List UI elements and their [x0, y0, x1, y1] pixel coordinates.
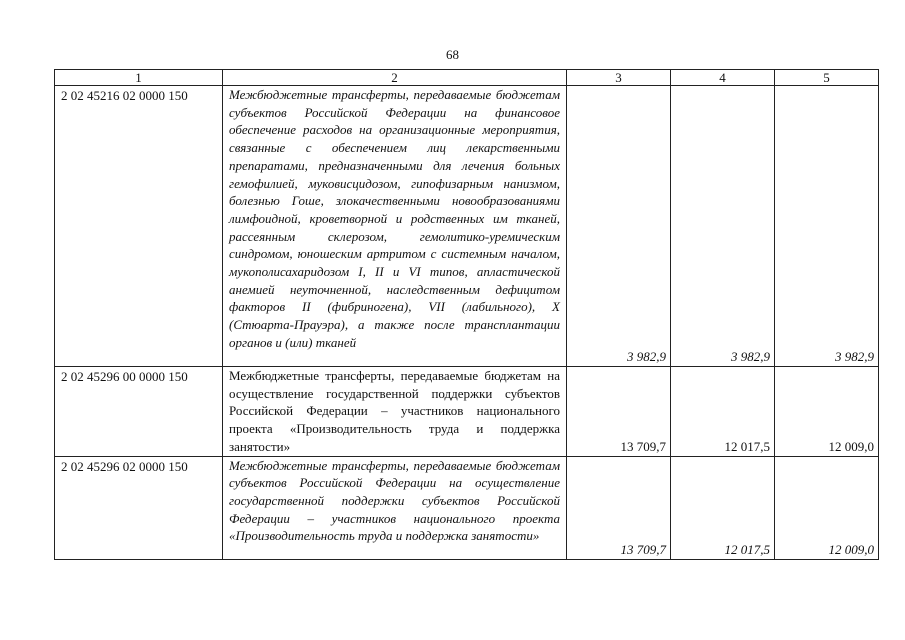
header-col-4: 4	[671, 70, 775, 86]
row-description	[223, 367, 567, 457]
value-col-4: 12 017,5	[671, 456, 775, 559]
value-col-4: 12 017,5	[671, 367, 775, 457]
value-col-4: 3 982,9	[671, 86, 775, 367]
value-col-3: 13 709,7	[567, 367, 671, 457]
value-col-3: 13 709,7	[567, 456, 671, 559]
table-row	[55, 367, 879, 457]
budget-table	[54, 69, 879, 560]
row-description	[223, 86, 567, 367]
value-col-5: 3 982,9	[775, 86, 879, 367]
budget-code: 2 02 45296 02 0000 150	[55, 456, 223, 559]
table-row	[55, 86, 879, 367]
header-col-1: 1	[55, 70, 223, 86]
page-number: 68	[446, 47, 459, 62]
header-col-2: 2	[223, 70, 567, 86]
value-col-3: 3 982,9	[567, 86, 671, 367]
row-description	[223, 456, 567, 559]
budget-code: 2 02 45216 02 0000 150	[55, 86, 223, 367]
header-row	[55, 70, 879, 86]
budget-code: 2 02 45296 00 0000 150	[55, 367, 223, 457]
value-col-5: 12 009,0	[775, 456, 879, 559]
table-row	[55, 456, 879, 559]
header-col-5: 5	[775, 70, 879, 86]
value-col-5: 12 009,0	[775, 367, 879, 457]
description-text: Межбюджетные трансферты, передаваемые бюджетам на осуществление государственной поддержки субъектов Российской Федерации – участников национального проекта «Производительность труда и поддержка занятости»	[229, 368, 560, 454]
description-text: Межбюджетные трансферты, передаваемые бюджетам субъектов Российской Федерации на финансовое обеспечение расходов на организационные мероприятия, связанные с обеспечением лиц лекарственными препаратами, предназначенными для лечения больных гемофилией, муковисцидозом, гипофизарным нанизмом, болезнью Гоше, злокачественными новообразованиями лимфоидной, кроветворной и родственных им тканей, рассеянным склерозом, гемолитико-уремическим синдромом, юношеским артритом с системным началом, мукополисахаридозом I, II и VI типов, апластической анемией неуточненной, наследственным дефицитом факторов II (фибриногена), VII (лабильного), X (Стюарта-Прауэра), а также после трансплантации органов и (или) тканей	[229, 87, 560, 350]
description-text: Межбюджетные трансферты, передаваемые бюджетам субъектов Российской Федерации на осуществление государственной поддержки субъектов Российской Федерации – участников национального проекта «Производительность труда и поддержка занятости»	[229, 457, 560, 544]
header-col-3: 3	[567, 70, 671, 86]
